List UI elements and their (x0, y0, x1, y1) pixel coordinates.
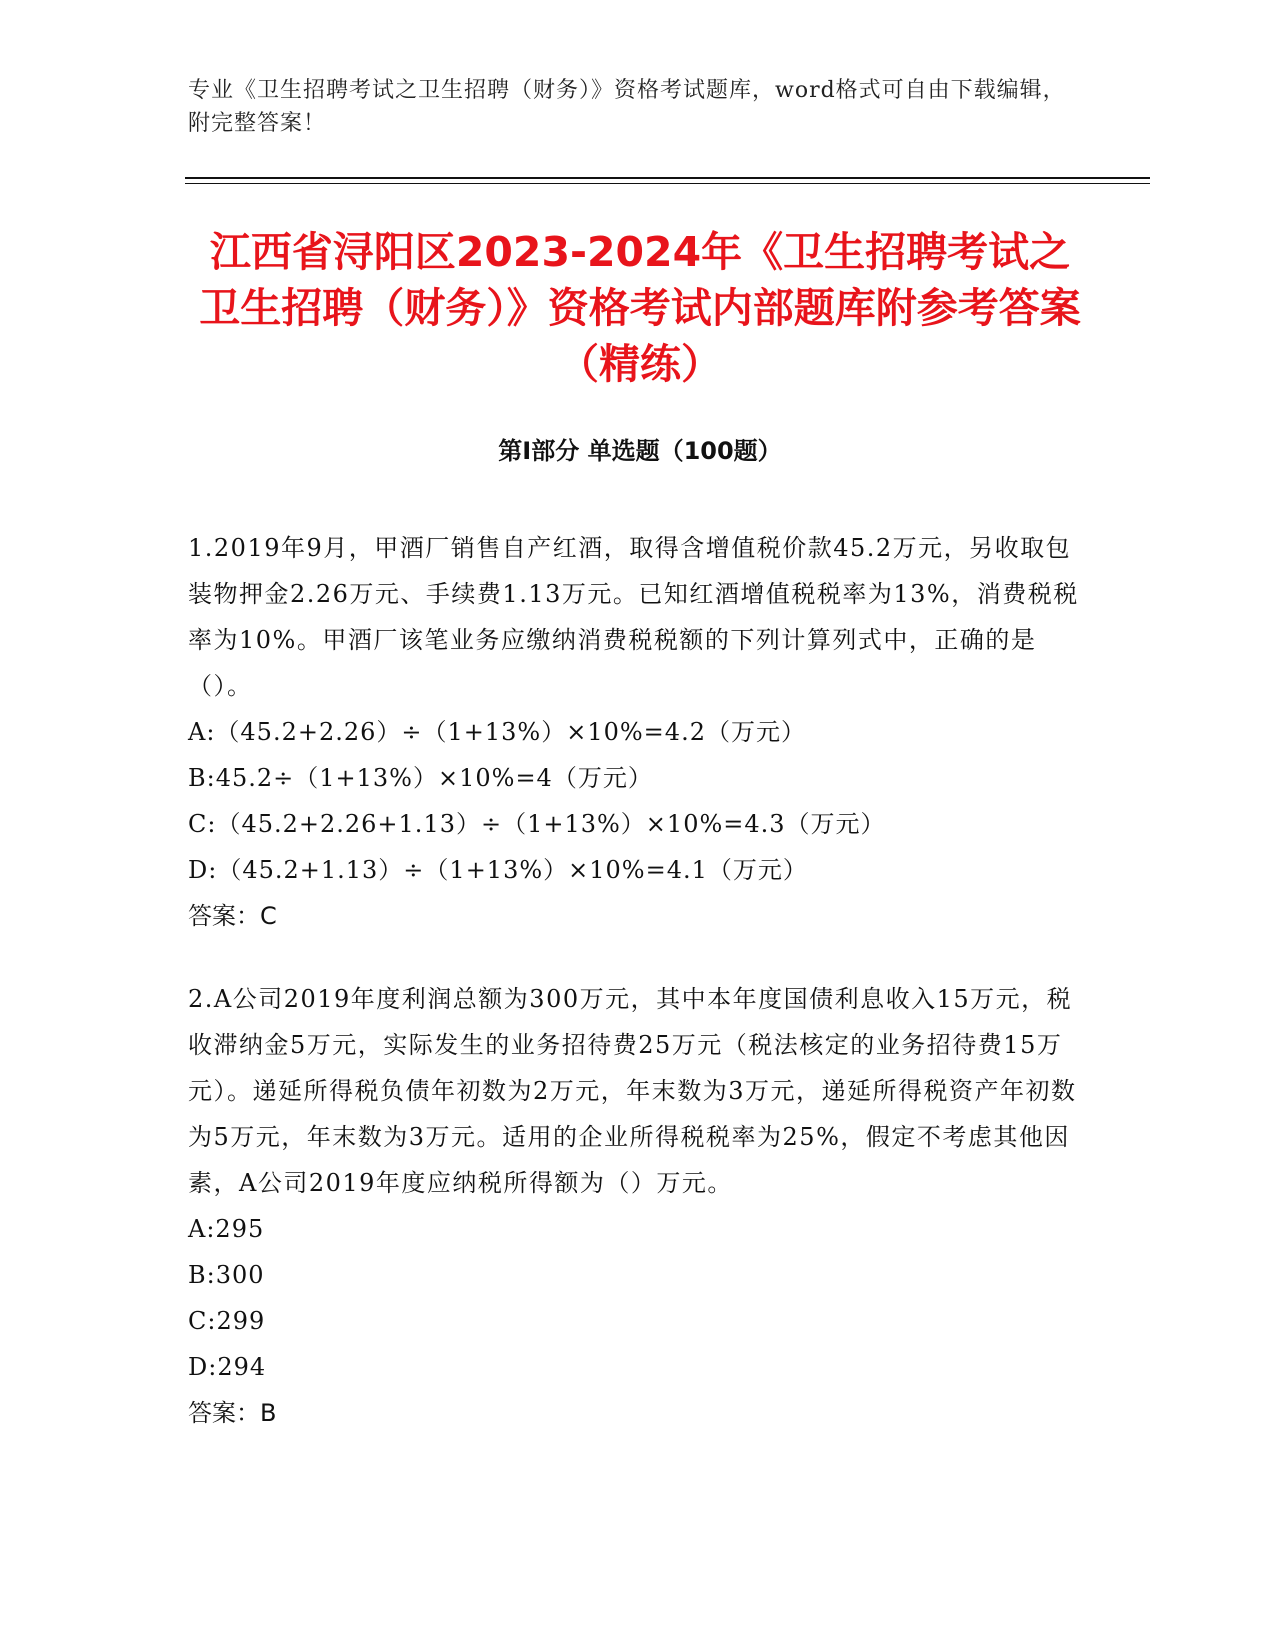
question-2 (188, 976, 1088, 1436)
option-b: B:45.2÷（1+13%）×10%=4（万元） (188, 764, 653, 792)
option-b: B:300 (188, 1261, 265, 1289)
option-c: C:299 (188, 1307, 266, 1335)
question-stem: 1.2019年9月，甲酒厂销售自产红酒，取得含增值税价款45.2万元，另收取包装物押金2.26万元、手续费1.13万元。已知红酒增值税税率为13%，消费税税率为10%。甲酒厂该笔业务应缴纳消费税税额的下列计算列式中，正确的是（）。 (188, 534, 1079, 700)
option-d: D:294 (188, 1353, 267, 1381)
question-stem: 2.A公司2019年度利润总额为300万元，其中本年度国债利息收入15万元，税收滞纳金5万元，实际发生的业务招待费25万元（税法核定的业务招待费15万元）。递延所得税负债年初数为2万元，年末数为3万元，递延所得税资产年初数为5万元，年末数为3万元。适用的企业所得税税率为25%，假定不考虑其他因素，A公司2019年度应纳税所得额为（）万元。 (188, 985, 1077, 1197)
header-rule-thick (185, 177, 1150, 179)
question-1 (188, 525, 1088, 939)
header-note: 专业《卫生招聘考试之卫生招聘（财务）》资格考试题库，word格式可自由下载编辑，附完整答案！ (188, 78, 1066, 136)
option-a: A:295 (188, 1215, 265, 1243)
option-c: C:（45.2+2.26+1.13）÷（1+13%）×10%=4.3（万元） (188, 810, 886, 838)
option-d: D:（45.2+1.13）÷（1+13%）×10%=4.1（万元） (188, 856, 808, 884)
section-title: 第Ⅰ部分 单选题（100题） (498, 437, 782, 465)
document-title: 江西省浔阳区2023-2024年《卫生招聘考试之卫生招聘（财务）》资格考试内部题库附参考答案（精练） (199, 228, 1081, 388)
answer: 答案：B (188, 1399, 277, 1427)
header-rule-thin (185, 183, 1150, 184)
option-a: A:（45.2+2.26）÷（1+13%）×10%=4.2（万元） (188, 718, 806, 746)
answer: 答案：C (188, 902, 277, 930)
